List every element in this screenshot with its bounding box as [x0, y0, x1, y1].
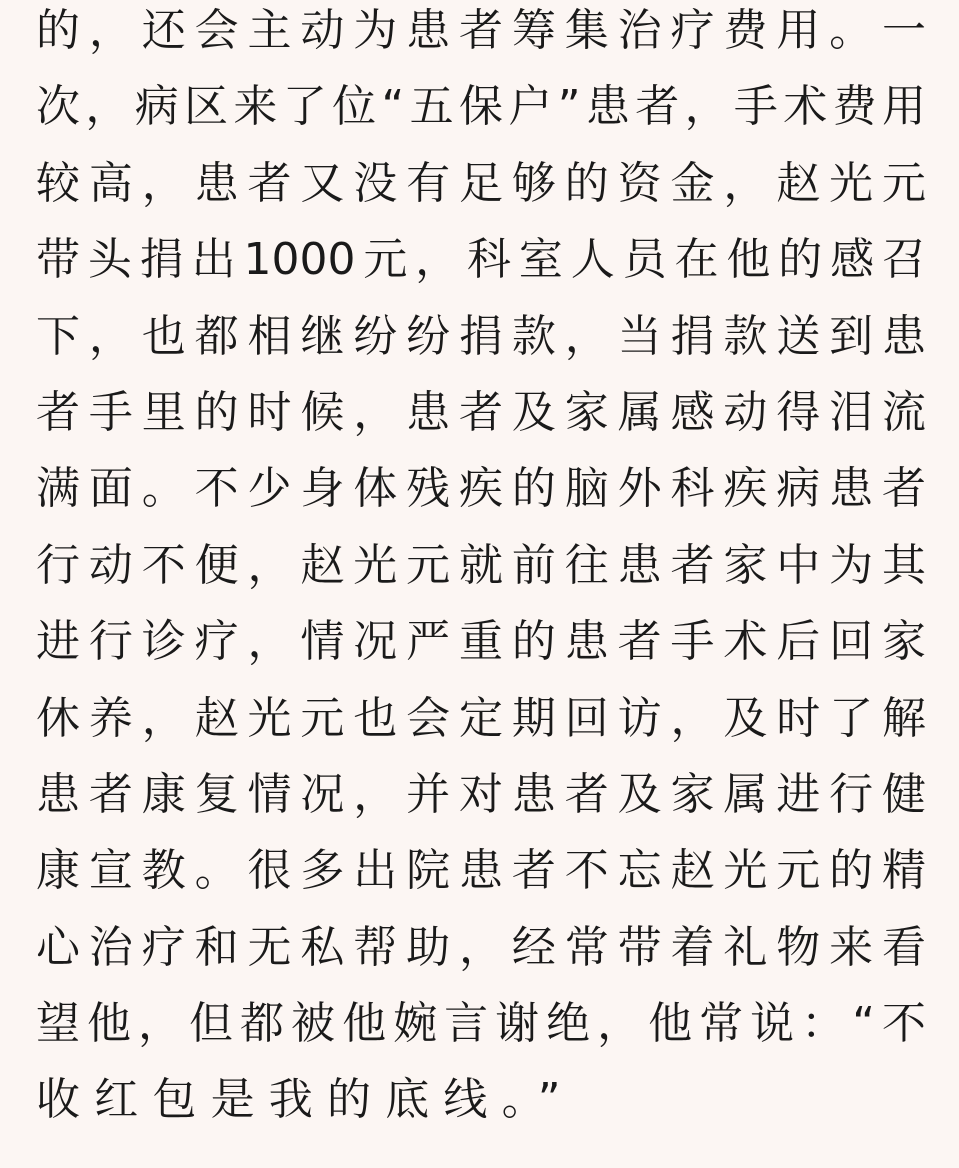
- text-line-10: 休养，赵光元也会定期回访，及时了解: [36, 692, 926, 744]
- text-line-15: 收红包是我的底线。”: [36, 1074, 575, 1126]
- text-line-7: 满面。不少身体残疾的脑外科疾病患者: [36, 463, 926, 515]
- text-line-8: 行动不便，赵光元就前往患者家中为其: [36, 539, 926, 591]
- text-line-2: 次，病区来了位“五保户”患者，手术费用: [36, 81, 926, 133]
- article-text: [36, 0, 926, 1140]
- text-line-1: 的，还会主动为患者筹集治疗费用。一: [36, 5, 926, 56]
- text-line-6: 者手里的时候，患者及家属感动得泪流: [36, 386, 926, 438]
- text-line-5: 下，也都相继纷纷捐款，当捐款送到患: [36, 310, 926, 362]
- text-line-11: 患者康复情况，并对患者及家属进行健: [36, 768, 926, 820]
- text-line-9: 进行诊疗，情况严重的患者手术后回家: [36, 616, 926, 668]
- text-line-3: 较高，患者又没有足够的资金，赵光元: [36, 157, 926, 209]
- text-line-4: 带头捐出1000元，科室人员在他的感召: [36, 234, 926, 286]
- text-line-13: 心治疗和无私帮助，经常带着礼物来看: [36, 921, 926, 973]
- text-line-12: 康宣教。很多出院患者不忘赵光元的精: [36, 845, 926, 897]
- text-line-14: 望他，但都被他婉言谢绝，他常说：“不: [36, 998, 926, 1050]
